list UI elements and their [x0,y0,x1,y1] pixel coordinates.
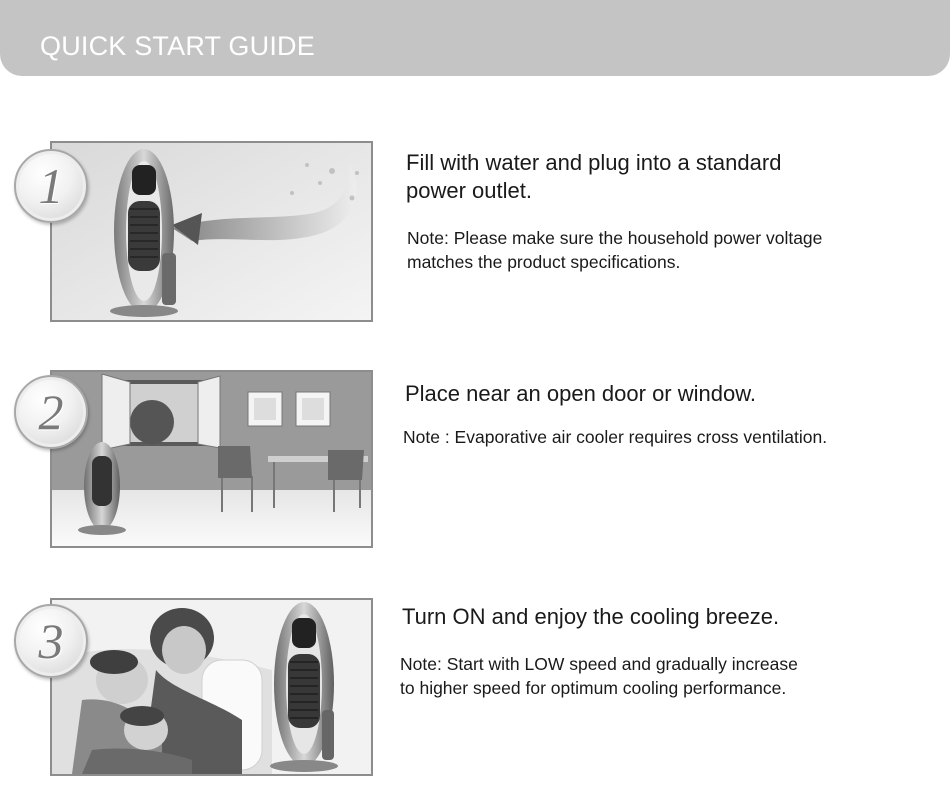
step-1-photo [50,141,373,322]
step-number: 2 [38,384,64,440]
step-3-title: Turn ON and enjoy the cooling breeze. [402,604,780,629]
step-number: 1 [38,158,64,214]
step-2-photo [50,370,373,548]
step-number-badge [14,149,88,223]
step-1-note: Note: Please make sure the household power voltage matches the product specifications. [407,228,823,272]
step-1-title: Fill with water and plug into a standard power outlet. [406,150,782,203]
step-3-photo [50,598,373,776]
step-number-badge [14,375,88,449]
step-number-badge [14,604,88,678]
step-2-title: Place near an open door or window. [405,381,757,406]
step-number: 3 [38,613,64,669]
header-banner [0,0,950,76]
step-3-note: Note: Start with LOW speed and gradually increase to higher speed for optimum cooling performance. [400,654,798,698]
page-title: QUICK START GUIDE [40,31,315,61]
step-2-note: Note : Evaporative air cooler requires cross ventilation. [403,427,828,447]
